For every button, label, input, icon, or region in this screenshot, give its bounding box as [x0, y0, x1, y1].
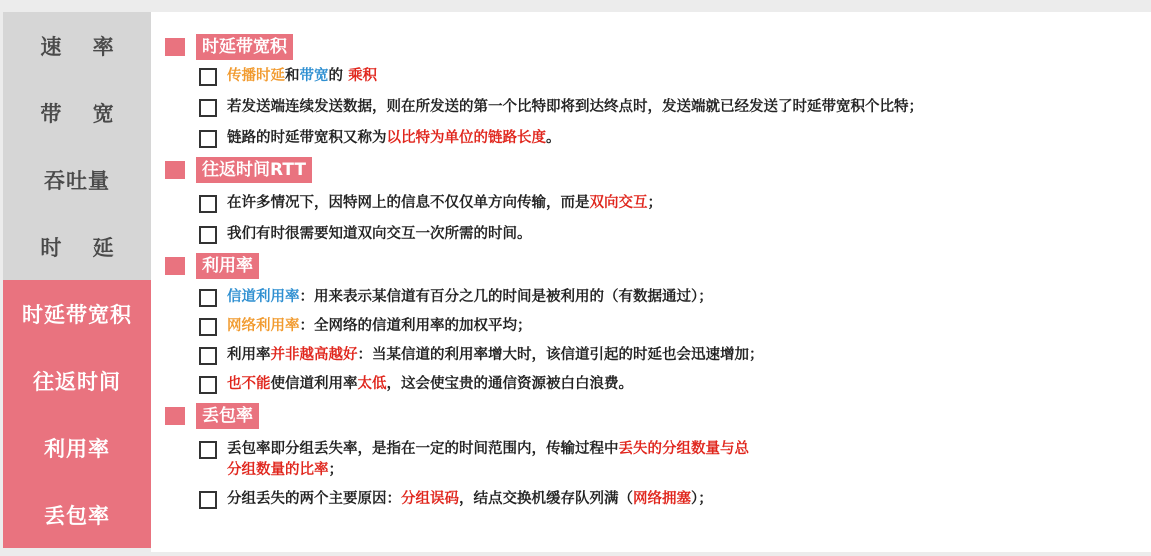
list-item [199, 287, 1151, 308]
checkbox[interactable] [199, 68, 217, 86]
item-text: 网络利用率：全网络的信道利用率的加权平均； [227, 318, 532, 334]
item-text: 在许多情况下，因特网上的信息不仅仅单方向传输，而是双向交互； [227, 195, 662, 211]
list-item [199, 224, 1151, 245]
list-item [199, 374, 1151, 395]
slide [3, 12, 1151, 552]
sidebar-item-throughput[interactable]: 吞吐量 [3, 146, 151, 213]
bullet-square-icon [165, 161, 185, 179]
checkbox[interactable] [199, 441, 217, 459]
list-item [199, 128, 1151, 149]
item-text: 丢包率即分组丢失率，是指在一定的时间范围内，传输过程中丢失的分组数量与总 分组数量的比率； [227, 441, 749, 478]
checkbox[interactable] [199, 99, 217, 117]
checkbox[interactable] [199, 195, 217, 213]
sidebar-item-rtt[interactable]: 往返时间 [3, 347, 151, 414]
section-header-rtt [165, 155, 1151, 185]
list-item [199, 489, 1151, 510]
list-item [199, 345, 1151, 366]
section-header-delay-bandwidth [165, 32, 1151, 62]
bullet-square-icon [165, 257, 185, 275]
item-text: 信道利用率：用来表示某信道有百分之几的时间是被利用的（有数据通过）； [227, 289, 713, 305]
checkbox[interactable] [199, 289, 217, 307]
checkbox[interactable] [199, 376, 217, 394]
checkbox[interactable] [199, 130, 217, 148]
list-item [199, 193, 1151, 214]
sidebar-item-delay[interactable]: 时 延 [3, 213, 151, 280]
sidebar-item-rate[interactable]: 速 率 [3, 12, 151, 79]
checkbox[interactable] [199, 226, 217, 244]
bullet-square-icon [165, 407, 185, 425]
item-text: 利用率并非越高越好：当某信道的利用率增大时，该信道引起的时延也会迅速增加； [227, 347, 764, 363]
content-panel [151, 12, 1151, 552]
list-item [199, 316, 1151, 337]
list-item [199, 66, 1151, 87]
checkbox[interactable] [199, 347, 217, 365]
section-title: 丢包率 [196, 403, 259, 429]
checkbox[interactable] [199, 491, 217, 509]
list-item [199, 439, 1151, 481]
sidebar-item-packet-loss[interactable]: 丢包率 [3, 481, 151, 548]
sidebar-item-delay-bandwidth-product[interactable]: 时延带宽积 [3, 280, 151, 347]
bullet-square-icon [165, 38, 185, 56]
section-header-packet-loss [165, 401, 1151, 431]
item-text: 也不能使信道利用率太低，这会使宝贵的通信资源被白白浪费。 [227, 376, 633, 392]
section-header-utilization [165, 251, 1151, 281]
list-item [199, 97, 1151, 118]
item-text: 我们有时很需要知道双向交互一次所需的时间。 [227, 226, 532, 242]
checkbox[interactable] [199, 318, 217, 336]
item-text: 传播时延和带宽的 乘积 [227, 68, 378, 84]
item-text: 分组丢失的两个主要原因：分组误码，结点交换机缓存队列满（网络拥塞）； [227, 491, 713, 507]
sidebar [3, 12, 151, 552]
item-text: 链路的时延带宽积又称为以比特为单位的链路长度。 [227, 130, 561, 146]
section-title: 利用率 [196, 253, 259, 279]
item-text: 若发送端连续发送数据，则在所发送的第一个比特即将到达终点时，发送端就已经发送了时延带宽积个比特； [227, 99, 923, 115]
sidebar-item-utilization[interactable]: 利用率 [3, 414, 151, 481]
section-title: 往返时间RTT [196, 157, 312, 183]
section-title: 时延带宽积 [196, 34, 293, 60]
sidebar-item-bandwidth[interactable]: 带 宽 [3, 79, 151, 146]
